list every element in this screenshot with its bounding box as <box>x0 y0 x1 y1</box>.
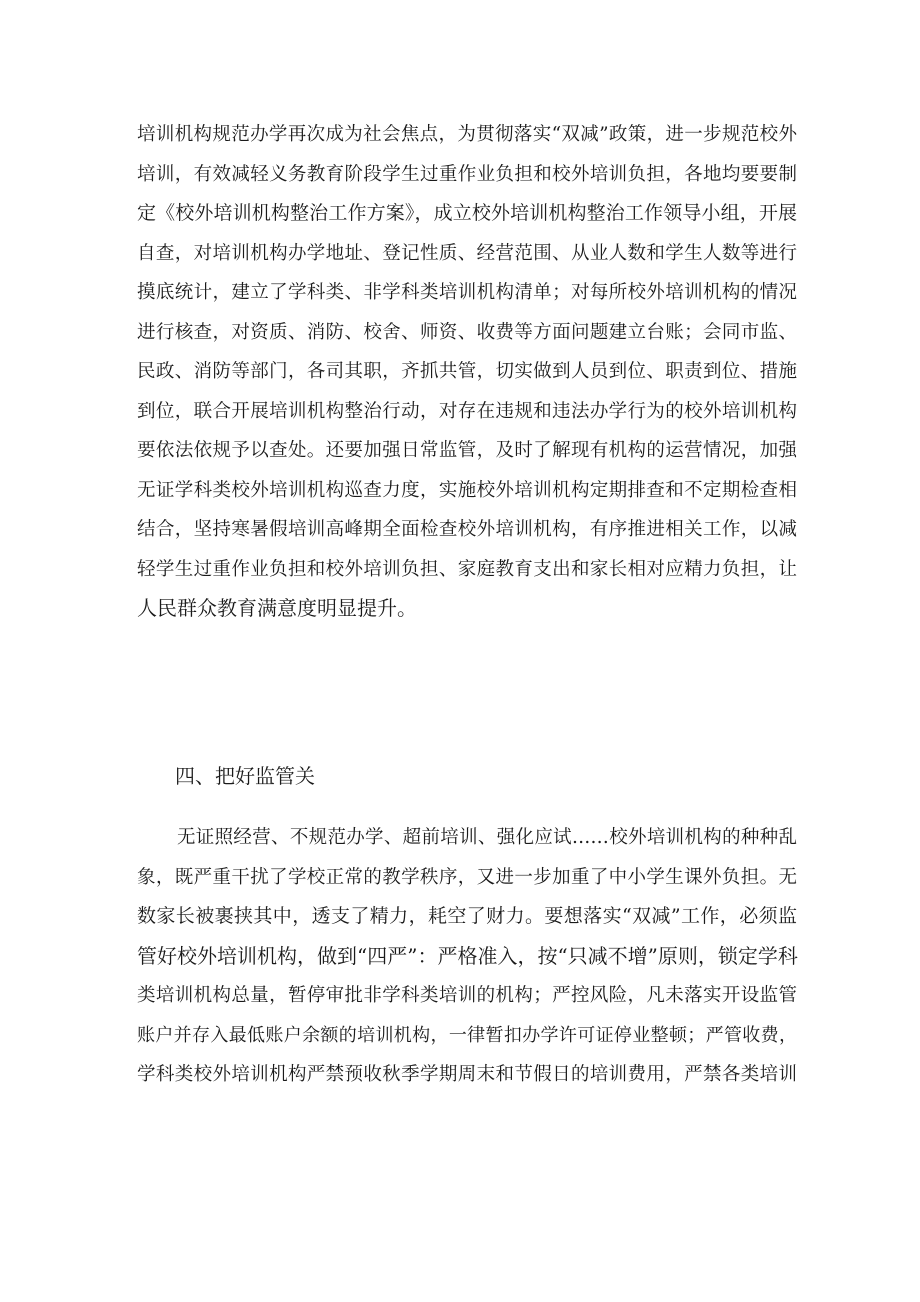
paragraph-line: 结合，坚持寒暑假培训高峰期全面检查校外培训机构，有序推进相关工作，以减 <box>137 519 797 540</box>
paragraph-line: 管好校外培训机构，做到“四严”：严格准入，按“只减不增”原则，锁定学科 <box>137 943 798 968</box>
paragraph-line: 无证照经营、不规范办学、超前培训、强化应试……校外培训机构的种种乱 <box>177 827 797 848</box>
body-paragraph <box>137 115 797 629</box>
paragraph-line: 到位，联合开展培训机构整治行动，对存在违规和违法办学行为的校外培训机构 <box>137 400 797 422</box>
body-paragraph <box>137 818 797 1095</box>
paragraph-line: 学科类校外培训机构严禁预收秋季学期周末和节假日的培训费用，严禁各类培训 <box>137 1064 797 1085</box>
paragraph-line: 无证学科类校外培训机构巡查力度，实施校外培训机构定期排查和不定期检查相 <box>137 479 797 501</box>
section-heading: 四、把好监管关 <box>175 764 315 788</box>
paragraph-line: 象，既严重干扰了学校正常的教学秩序，又进一步加重了中小学生课外负担。无 <box>137 866 797 888</box>
paragraph-line: 培训，有效减轻义务教育阶段学生过重作业负担和校外培训负担，各地均要要制 <box>137 163 797 185</box>
paragraph-line: 定《校外培训机构整治工作方案》，成立校外培训机构整治工作领导小组，开展 <box>137 202 797 224</box>
paragraph-line: 账户并存入最低账户余额的培训机构，一律暂扣办学许可证停业整顿；严管收费， <box>137 1024 797 1046</box>
paragraph-line: 自查，对培训机构办学地址、登记性质、经营范围、从业人数和学生人数等进行 <box>137 242 797 264</box>
paragraph-line: 培训机构规范办学再次成为社会焦点，为贯彻落实“双减”政策，进一步规范校外 <box>137 124 797 145</box>
paragraph-line: 数家长被裹挟其中，透支了精力，耗空了财力。要想落实“双减”工作，必须监 <box>137 905 797 927</box>
paragraph-line: 摸底统计，建立了学科类、非学科类培训机构清单；对每所校外培训机构的情况 <box>137 282 797 303</box>
paragraph-line: 要依法依规予以查处。还要加强日常监管，及时了解现有机构的运营情况，加强 <box>137 440 797 461</box>
paragraph-line: 类培训机构总量，暂停审批非学科类培训的机构；严控风险，凡未落实开设监管 <box>137 985 797 1006</box>
paragraph-line: 进行核查，对资质、消防、校舍、师资、收费等方面问题建立台账；会同市监、 <box>137 321 797 343</box>
paragraph-line: 轻学生过重作业负担和校外培训负担、家庭教育支出和家长相对应精力负担，让 <box>137 558 797 580</box>
paragraph-line: 人民群众教育满意度明显提升。 <box>137 596 417 620</box>
paragraph-line: 民政、消防等部门，各司其职，齐抓共管，切实做到人员到位、职责到位、措施 <box>137 361 797 382</box>
